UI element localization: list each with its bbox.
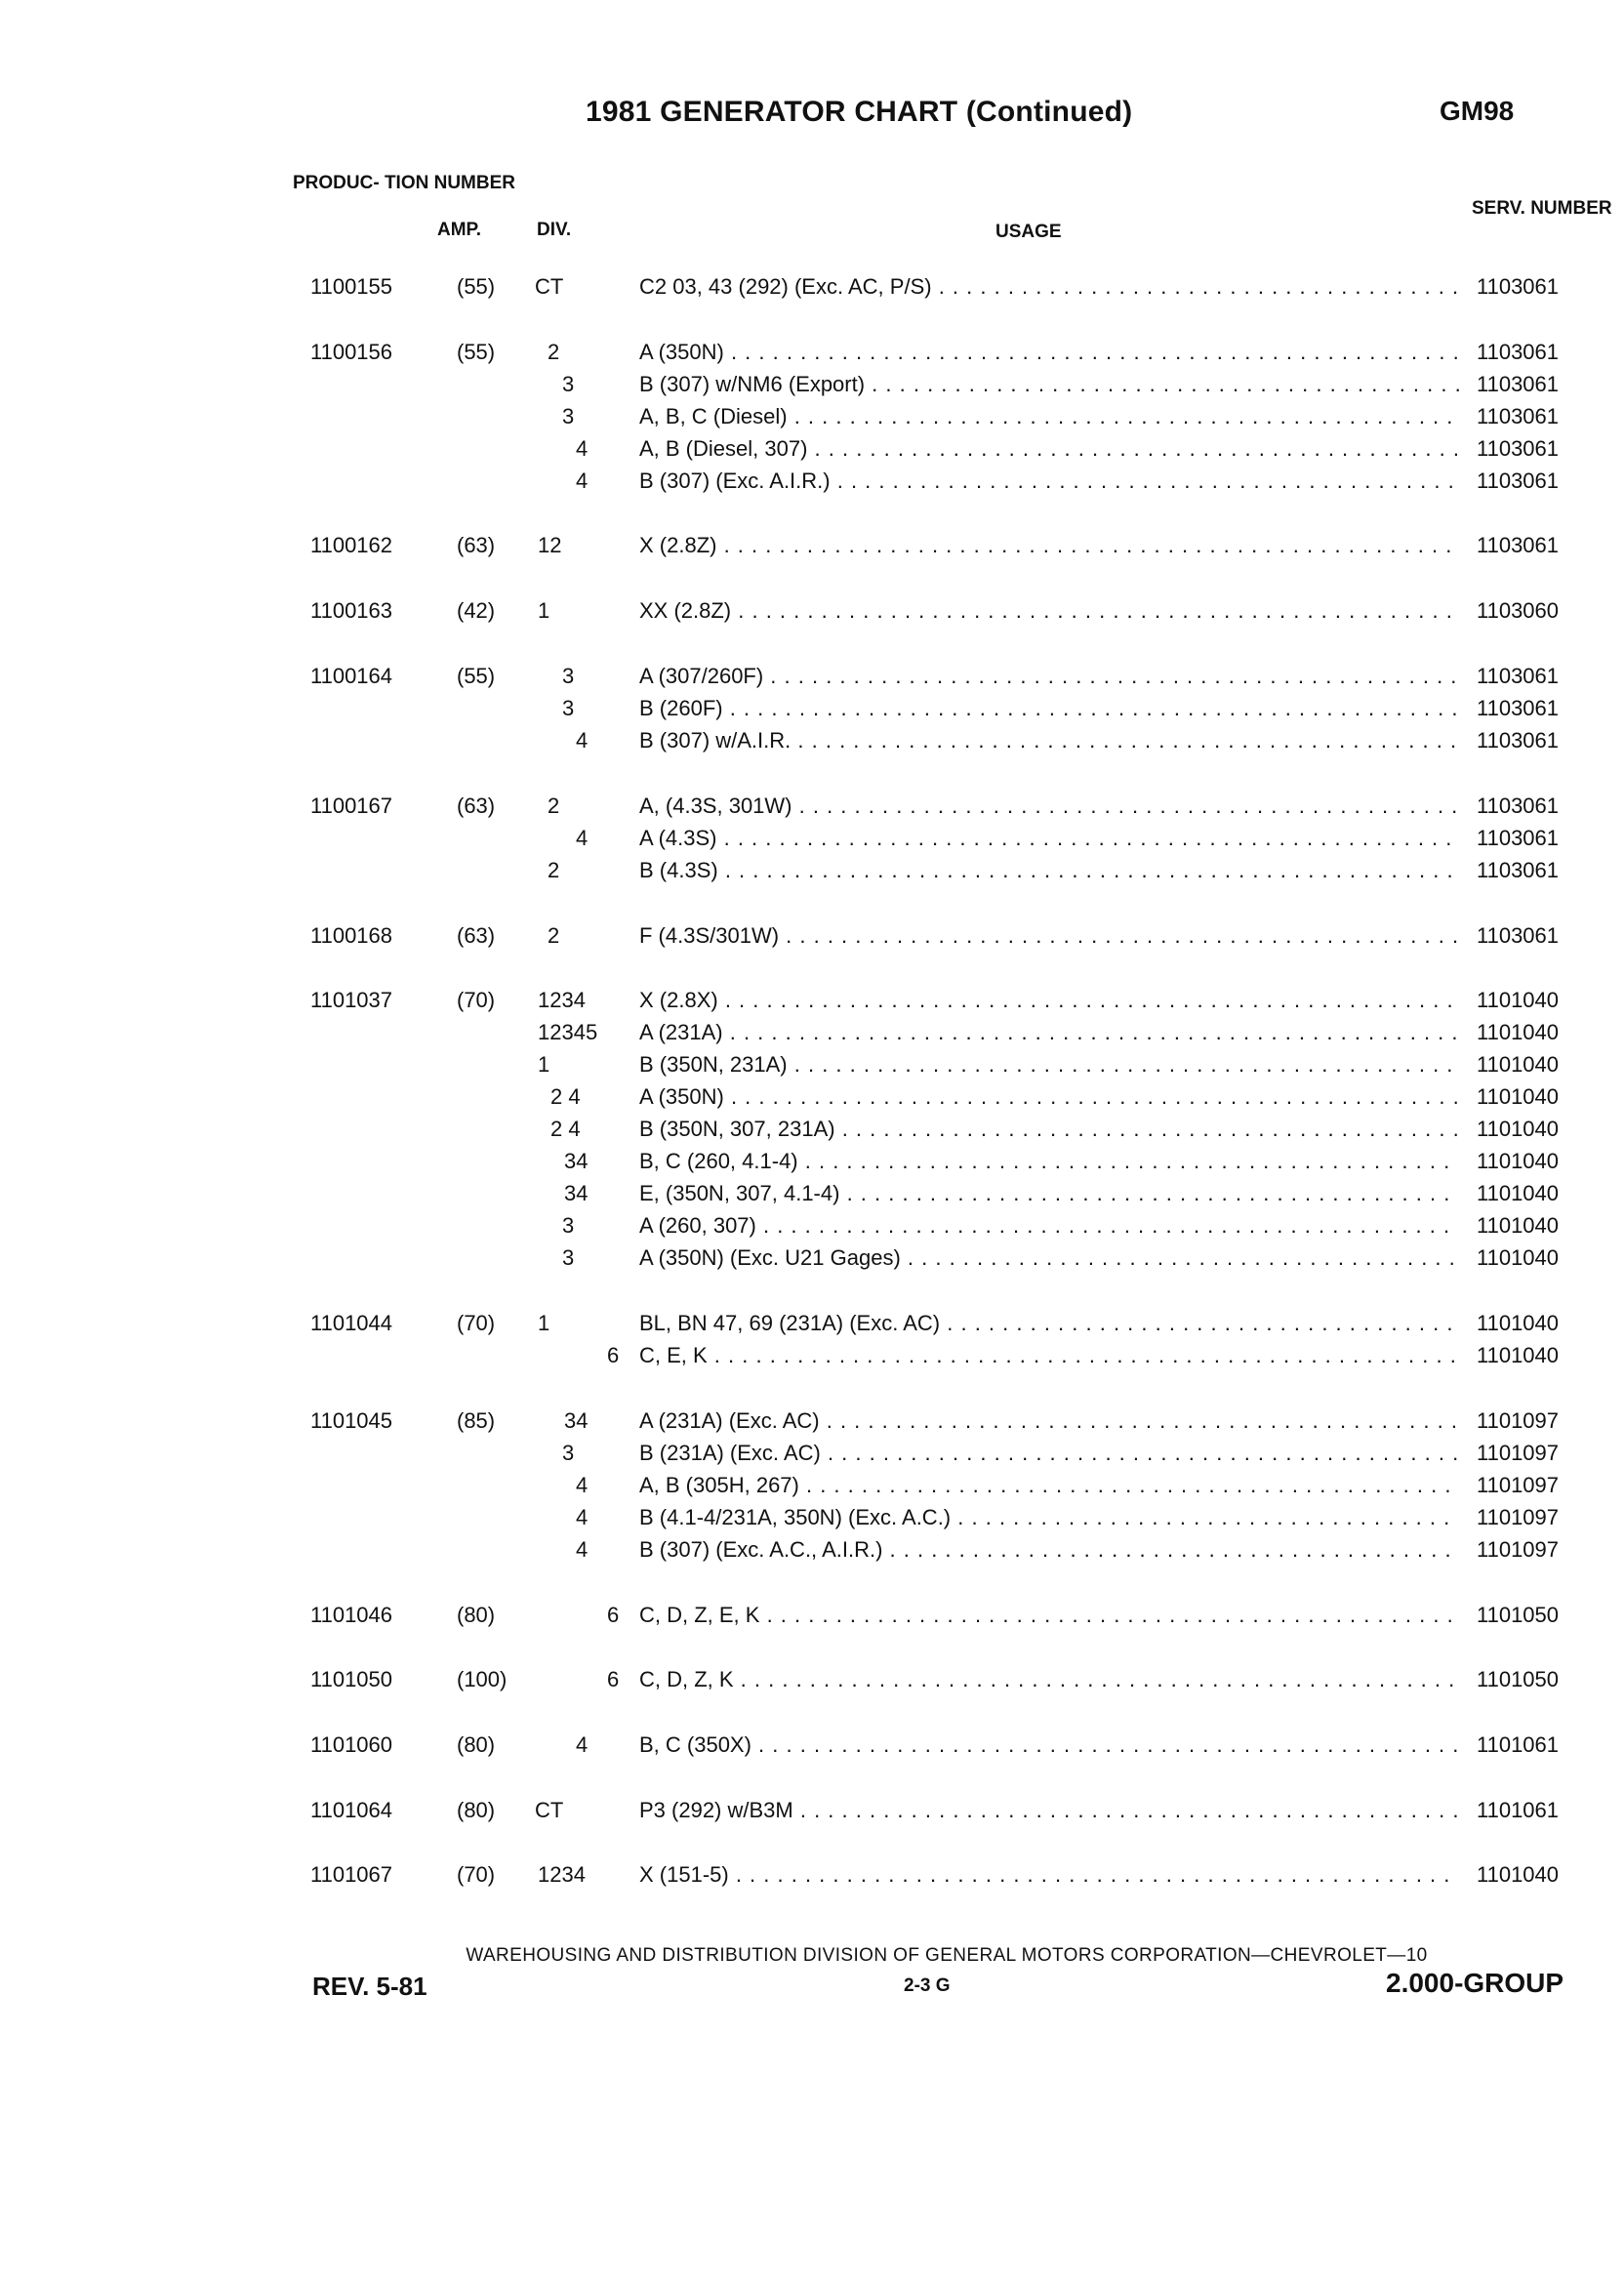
div-cell: 4 [576,826,589,850]
div-cell: 12345 [538,1020,598,1044]
usage-cell: A (231A) (Exc. AC) . . . [639,1405,1459,1437]
usage-cell: E, (350N, 307, 4.1-4) . . . [639,1177,1459,1209]
serv-number-cell: 1101040 [1477,1245,1560,1270]
page-code: GM98 [1440,96,1515,126]
usage-cell: A (350N) . . . [639,1080,1459,1113]
amp-cell: (100) [457,1667,508,1691]
table-row [0,1599,1624,1631]
usage-cell: F (4.3S/301W) . . . [639,919,1459,952]
div-cell: 4 [576,1537,589,1562]
table-row [0,1016,1624,1048]
footer-group: 2.000-GROUP [1386,1968,1564,1998]
div-cell: 2 4 [550,1117,581,1141]
div-cell: 6 [607,1667,620,1691]
usage-cell: X (2.8Z) . . . [639,529,1459,561]
table-row [0,1080,1624,1113]
serv-number-cell: 1101050 [1477,1603,1560,1627]
usage-cell: B (231A) (Exc. AC) . . . [639,1437,1459,1469]
production-number-cell: 1101037 [310,988,393,1012]
table-row [0,1177,1624,1209]
usage-cell: BL, BN 47, 69 (231A) (Exc. AC) . . . [639,1307,1459,1339]
usage-cell: B (307) w/NM6 (Export) . . . [639,368,1459,400]
div-cell: 3 [562,696,575,720]
production-number-cell: 1101044 [310,1311,393,1335]
serv-number-cell: 1103061 [1477,696,1560,720]
table-row [0,465,1624,497]
table-row [0,1437,1624,1469]
production-number-cell: 1100156 [310,340,393,364]
serv-number-cell: 1101040 [1477,988,1560,1012]
serv-number-cell: 1101040 [1477,1311,1560,1335]
div-cell: 2 4 [550,1084,581,1109]
table-row [0,270,1624,303]
usage-cell: C, D, Z, K . . . [639,1663,1459,1695]
div-cell: 1234 [538,988,586,1012]
table-row [0,1794,1624,1826]
serv-number-cell: 1101040 [1477,1052,1560,1077]
production-number-cell: 1100168 [310,923,393,948]
div-cell: 6 [607,1343,620,1367]
table-row [0,529,1624,561]
div-cell: 3 [562,372,575,396]
usage-cell: A (350N) . . . [639,336,1459,368]
production-number-cell: 1101064 [310,1798,393,1822]
table-row [0,1501,1624,1533]
amp-cell: (55) [457,664,496,688]
table-row [0,1858,1624,1891]
production-number-cell: 1101050 [310,1667,393,1691]
table-row [0,692,1624,724]
usage-cell: B (307) (Exc. A.C., A.I.R.) . . . [639,1533,1459,1566]
serv-number-cell: 1103061 [1477,436,1560,461]
serv-number-cell: 1101097 [1477,1505,1560,1529]
usage-cell: B (350N, 307, 231A) . . . [639,1113,1459,1145]
usage-cell: A, (4.3S, 301W) . . . [639,790,1459,822]
page-title: 1981 GENERATOR CHART (Continued) [586,96,1133,128]
usage-cell: A (307/260F) . . . [639,660,1459,692]
usage-cell: B, C (260, 4.1-4) . . . [639,1145,1459,1177]
serv-number-cell: 1101040 [1477,1343,1560,1367]
serv-number-cell: 1103061 [1477,664,1560,688]
header-amp: AMP. [437,220,482,240]
header-div: DIV. [537,220,572,240]
table-row [0,822,1624,854]
div-cell: CT [535,1798,564,1822]
serv-number-cell: 1103061 [1477,923,1560,948]
production-number-cell: 1101060 [310,1732,393,1757]
production-number-cell: 1100162 [310,533,393,557]
table-row [0,336,1624,368]
usage-cell: A (231A) . . . [639,1016,1459,1048]
table-row [0,1533,1624,1566]
production-number-cell: 1101067 [310,1862,393,1887]
div-cell: 4 [576,1732,589,1757]
amp-cell: (63) [457,533,496,557]
usage-cell: A (260, 307) . . . [639,1209,1459,1242]
table-row [0,1113,1624,1145]
table-row [0,400,1624,432]
div-cell: 34 [564,1149,589,1173]
table-row [0,368,1624,400]
amp-cell: (42) [457,598,496,623]
serv-number-cell: 1101097 [1477,1537,1560,1562]
div-cell: 2 [548,794,560,818]
div-cell: 3 [562,1213,575,1238]
amp-cell: (55) [457,274,496,299]
header-serv-number: SERV. NUMBER [1472,198,1612,219]
div-cell: 3 [562,404,575,428]
usage-cell: XX (2.8Z) . . . [639,594,1459,627]
usage-cell: A (350N) (Exc. U21 Gages) . . . [639,1242,1459,1274]
serv-number-cell: 1101061 [1477,1798,1560,1822]
amp-cell: (80) [457,1603,496,1627]
serv-number-cell: 1103060 [1477,598,1560,623]
amp-cell: (70) [457,1862,496,1887]
footer-division-text: WAREHOUSING AND DISTRIBUTION DIVISION OF GENERAL MOTORS CORPORATION—CHEVROLET—10 [466,1945,1428,1966]
serv-number-cell: 1103061 [1477,372,1560,396]
usage-cell: X (2.8X) . . . [639,984,1459,1016]
header-usage: USAGE [995,222,1062,242]
usage-cell: P3 (292) w/B3M . . . [639,1794,1459,1826]
serv-number-cell: 1103061 [1477,274,1560,299]
footer-page-number: 2-3 G [904,1975,951,1996]
table-row [0,1209,1624,1242]
usage-cell: C, E, K . . . [639,1339,1459,1371]
table-row [0,1405,1624,1437]
serv-number-cell: 1103061 [1477,468,1560,493]
div-cell: 3 [562,664,575,688]
usage-cell: B, C (350X) . . . [639,1729,1459,1761]
table-row [0,1729,1624,1761]
amp-cell: (55) [457,340,496,364]
table-row [0,660,1624,692]
div-cell: 1 [538,598,550,623]
usage-cell: B (4.3S) . . . [639,854,1459,886]
div-cell: 4 [576,468,589,493]
serv-number-cell: 1101097 [1477,1408,1560,1433]
div-cell: 34 [564,1408,589,1433]
usage-cell: X (151-5) . . . [639,1858,1459,1891]
serv-number-cell: 1101040 [1477,1181,1560,1205]
table-row [0,432,1624,465]
serv-number-cell: 1101061 [1477,1732,1560,1757]
div-cell: 4 [576,436,589,461]
table-row [0,1048,1624,1080]
production-number-cell: 1101045 [310,1408,393,1433]
table-row [0,1663,1624,1695]
serv-number-cell: 1101040 [1477,1862,1560,1887]
usage-cell: B (350N, 231A) . . . [639,1048,1459,1080]
div-cell: 2 [548,340,560,364]
serv-number-cell: 1103061 [1477,794,1560,818]
serv-number-cell: 1103061 [1477,858,1560,882]
serv-number-cell: 1101097 [1477,1473,1560,1497]
amp-cell: (70) [457,988,496,1012]
serv-number-cell: 1103061 [1477,826,1560,850]
serv-number-cell: 1101040 [1477,1117,1560,1141]
serv-number-cell: 1103061 [1477,340,1560,364]
production-number-cell: 1100163 [310,598,393,623]
table-row [0,854,1624,886]
usage-cell: A (4.3S) . . . [639,822,1459,854]
usage-cell: A, B (Diesel, 307) . . . [639,432,1459,465]
usage-cell: C, D, Z, E, K . . . [639,1599,1459,1631]
usage-cell: B (260F) . . . [639,692,1459,724]
div-cell: 1 [538,1311,550,1335]
usage-cell: A, B (305H, 267) . . . [639,1469,1459,1501]
production-number-cell: 1100164 [310,664,393,688]
footer-revision: REV. 5-81 [312,1972,427,2001]
production-number-cell: 1100167 [310,794,393,818]
amp-cell: (80) [457,1798,496,1822]
table-row [0,984,1624,1016]
serv-number-cell: 1103061 [1477,728,1560,753]
table-row [0,1469,1624,1501]
serv-number-cell: 1101040 [1477,1149,1560,1173]
table-row [0,1339,1624,1371]
serv-number-cell: 1101040 [1477,1213,1560,1238]
amp-cell: (70) [457,1311,496,1335]
table-row [0,1242,1624,1274]
amp-cell: (63) [457,923,496,948]
div-cell: CT [535,274,564,299]
serv-number-cell: 1101040 [1477,1084,1560,1109]
serv-number-cell: 1101040 [1477,1020,1560,1044]
serv-number-cell: 1101050 [1477,1667,1560,1691]
usage-cell: B (307) w/A.I.R. . . . [639,724,1459,756]
table-row [0,1307,1624,1339]
div-cell: 3 [562,1441,575,1465]
table-row [0,1145,1624,1177]
div-cell: 3 [562,1245,575,1270]
production-number-cell: 1100155 [310,274,393,299]
amp-cell: (63) [457,794,496,818]
serv-number-cell: 1103061 [1477,404,1560,428]
div-cell: 1 [538,1052,550,1077]
div-cell: 4 [576,1505,589,1529]
div-cell: 2 [548,923,560,948]
usage-cell: A, B, C (Diesel) . . . [639,400,1459,432]
usage-cell: B (307) (Exc. A.I.R.) . . . [639,465,1459,497]
div-cell: 2 [548,858,560,882]
table-row [0,790,1624,822]
amp-cell: (85) [457,1408,496,1433]
serv-number-cell: 1103061 [1477,533,1560,557]
div-cell: 12 [538,533,562,557]
div-cell: 4 [576,1473,589,1497]
div-cell: 1234 [538,1862,586,1887]
header-production-number: PRODUC- TION NUMBER [293,173,515,193]
production-number-cell: 1101046 [310,1603,393,1627]
amp-cell: (80) [457,1732,496,1757]
table-row [0,594,1624,627]
table-row [0,724,1624,756]
usage-cell: C2 03, 43 (292) (Exc. AC, P/S) . . . [639,270,1459,303]
table-row [0,919,1624,952]
div-cell: 4 [576,728,589,753]
serv-number-cell: 1101097 [1477,1441,1560,1465]
div-cell: 6 [607,1603,620,1627]
div-cell: 34 [564,1181,589,1205]
usage-cell: B (4.1-4/231A, 350N) (Exc. A.C.) . . . [639,1501,1459,1533]
